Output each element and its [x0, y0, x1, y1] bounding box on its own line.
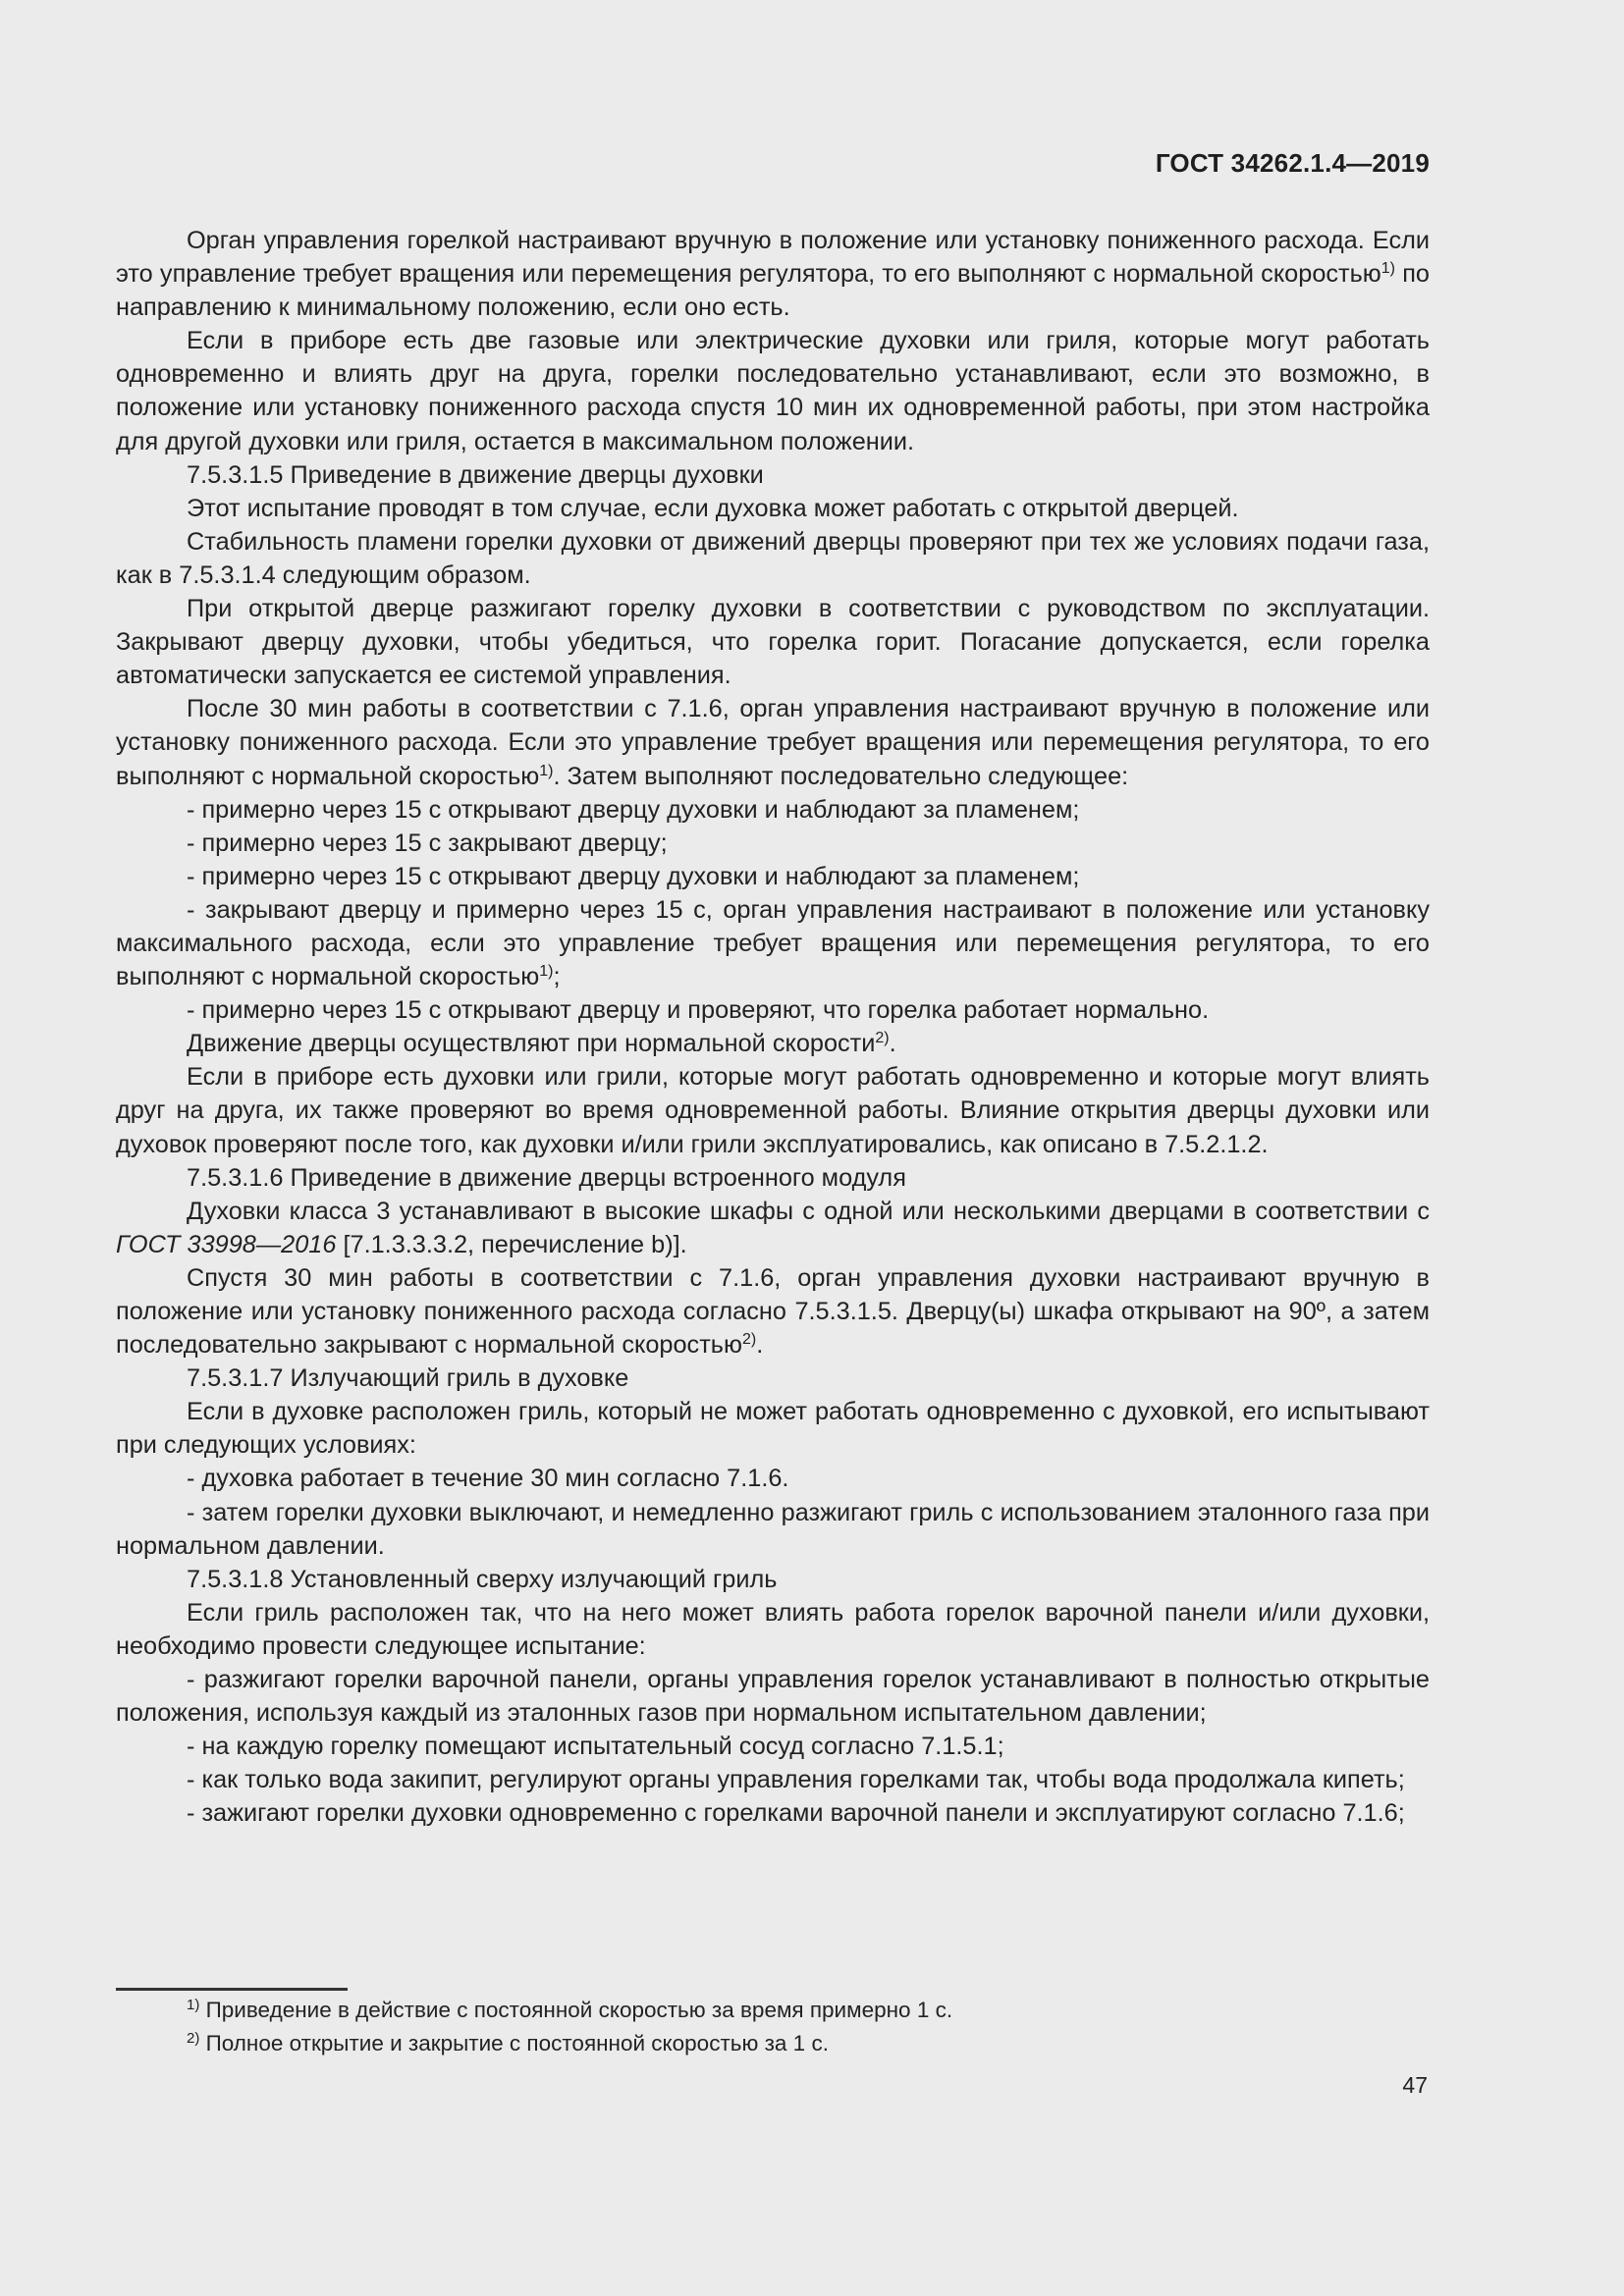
- footnote-ref: 1): [539, 762, 554, 779]
- paragraph: Если в духовке расположен гриль, который не может работать одновременно с духовкой, его испытывают при следующих условиях:: [116, 1398, 1430, 1460]
- footnotes: [116, 1994, 1430, 2060]
- list-item: - как только вода закипит, регулируют органы управления горелками так, чтобы вода продолжала кипеть;: [187, 1766, 1405, 1794]
- footnote-ref: 1): [1380, 260, 1396, 278]
- paragraph: Если в приборе есть две газовые или электрические духовки или гриля, которые могут работать одновременно и влиять друг на друга, горелки последовательно устанавливают, если это возможно, в положение или установку пониженного расхода спустя 10 мин их одновременной работы, при этом настройка для другой духовки или гриля, остается в максимальном положении.: [116, 327, 1430, 455]
- list-item: - духовка работает в течение 30 мин согласно 7.1.6.: [187, 1465, 789, 1493]
- document-number: ГОСТ 34262.1.4—2019: [1155, 148, 1430, 178]
- paragraph: Орган управления горелкой настраивают вручную в положение или установку пониженного расхода. Если это управление требует вращения или перемещения регулятора, то его выполняют с нормальной скоростью$^{1)}$ по направлению к минимальному положению, если оно есть.: [116, 227, 1430, 322]
- list-item: - на каждую горелку помещают испытательный сосуд согласно 7.1.5.1;: [187, 1733, 1004, 1761]
- paragraph: Спустя 30 мин работы в соответствии с 7.1.6, орган управления духовки настраивают вручную в положение или установку пониженного расхода согласно 7.5.3.1.5. Дверцу(ы) шкафа открывают на 90º, а затем последовательно закрывают с нормальной скоростью$^{2)}$.: [116, 1263, 1430, 1360]
- footnote: $^{2)}$ Полное открытие и закрытие с постоянной скоростью за 1 с.: [187, 2030, 829, 2056]
- paragraph: Стабильность пламени горелки духовки от движений дверцы проверяют при тех же условиях подачи газа, как в 7.5.3.1.4 следующим образом.: [116, 527, 1430, 589]
- list-item: - закрывают дверцу и примерно через 15 с, орган управления настраивают в положение или установку максимального расхода, если это управление требует вращения или перемещения регулятора, то его выполняют с нормальной скоростью$^{1)}$;: [116, 895, 1430, 991]
- list-item: - примерно через 15 с открывают дверцу и проверяют, что горелка работает нормально.: [187, 996, 1210, 1025]
- section-heading: 7.5.3.1.8 Установленный сверху излучающий гриль: [187, 1565, 778, 1593]
- paragraph: Если в приборе есть духовки или грили, которые могут работать одновременно и которые могут влиять друг на друга, их также проверяют во время одновременной работы. Влияние открытия дверцы духовки или духовок проверяют после того, как духовки и/или грили эксплуатировались, как описано в 7.5.2.1.2.: [116, 1063, 1430, 1158]
- footnote-divider: [116, 1988, 348, 1991]
- page-number: 47: [1402, 2072, 1428, 2098]
- paragraph: Духовки класса 3 устанавливают в высокие шкафы с одной или несколькими дверцами в соответствии с ГОСТ 33998—2016 [7.1.3.3.3.2, перечисление b)].: [116, 1197, 1430, 1258]
- list-item: - зажигают горелки духовки одновременно с горелками варочной панели и эксплуатируют согласно 7.1.6;: [187, 1799, 1405, 1828]
- body-text: [116, 224, 1430, 1831]
- footnote-mark: 1): [187, 1997, 200, 2013]
- footnote-ref: 2): [875, 1030, 890, 1047]
- footnote-ref: 2): [741, 1331, 757, 1349]
- footnote: $^{1)}$ Приведение в действие с постоянной скоростью за время примерно 1 с.: [187, 1997, 953, 2022]
- standard-reference: ГОСТ 33998—2016: [116, 1230, 337, 1258]
- paragraph: При открытой дверце разжигают горелку духовки в соответствии с руководством по эксплуатации. Закрывают дверцу духовки, чтобы убедиться, что горелка горит. Погасание допускается, если горелка автоматически запускается ее системой управления.: [116, 595, 1430, 690]
- paragraph: После 30 мин работы в соответствии с 7.1.6, орган управления настраивают вручную в положение или установку пониженного расхода. Если это управление требует вращения или перемещения регулятора, то его выполняют с нормальной скоростью$^{1)}$. Затем выполняют последовательно следующее:: [116, 695, 1430, 790]
- list-item: - затем горелки духовки выключают, и немедленно разжигают гриль с использованием эталонного газа при нормальном давлении.: [116, 1498, 1430, 1560]
- section-heading: 7.5.3.1.5 Приведение в движение дверцы духовки: [187, 460, 764, 489]
- footnote-ref: 1): [539, 963, 554, 981]
- list-item: - разжигают горелки варочной панели, органы управления горелок устанавливают в полностью открытые положения, используя каждый из эталонных газов при нормальном испытательном давлении;: [116, 1666, 1430, 1728]
- list-item: - примерно через 15 с закрывают дверцу;: [187, 828, 668, 857]
- paragraph: Движение дверцы осуществляют при нормальной скорости$^{2)}$.: [187, 1030, 896, 1058]
- footnote-mark: 2): [187, 2030, 200, 2047]
- list-item: - примерно через 15 с открывают дверцу духовки и наблюдают за пламенем;: [187, 862, 1080, 890]
- list-item: - примерно через 15 с открывают дверцу духовки и наблюдают за пламенем;: [187, 795, 1080, 824]
- paragraph: Этот испытание проводят в том случае, если духовка может работать с открытой дверцей.: [187, 494, 1239, 522]
- document-header: [1156, 148, 1430, 179]
- section-heading: 7.5.3.1.6 Приведение в движение дверцы встроенного модуля: [187, 1163, 906, 1192]
- section-heading: 7.5.3.1.7 Излучающий гриль в духовке: [187, 1364, 629, 1393]
- paragraph: Если гриль расположен так, что на него может влиять работа горелок варочной панели и/или духовки, необходимо провести следующее испытание:: [116, 1598, 1430, 1660]
